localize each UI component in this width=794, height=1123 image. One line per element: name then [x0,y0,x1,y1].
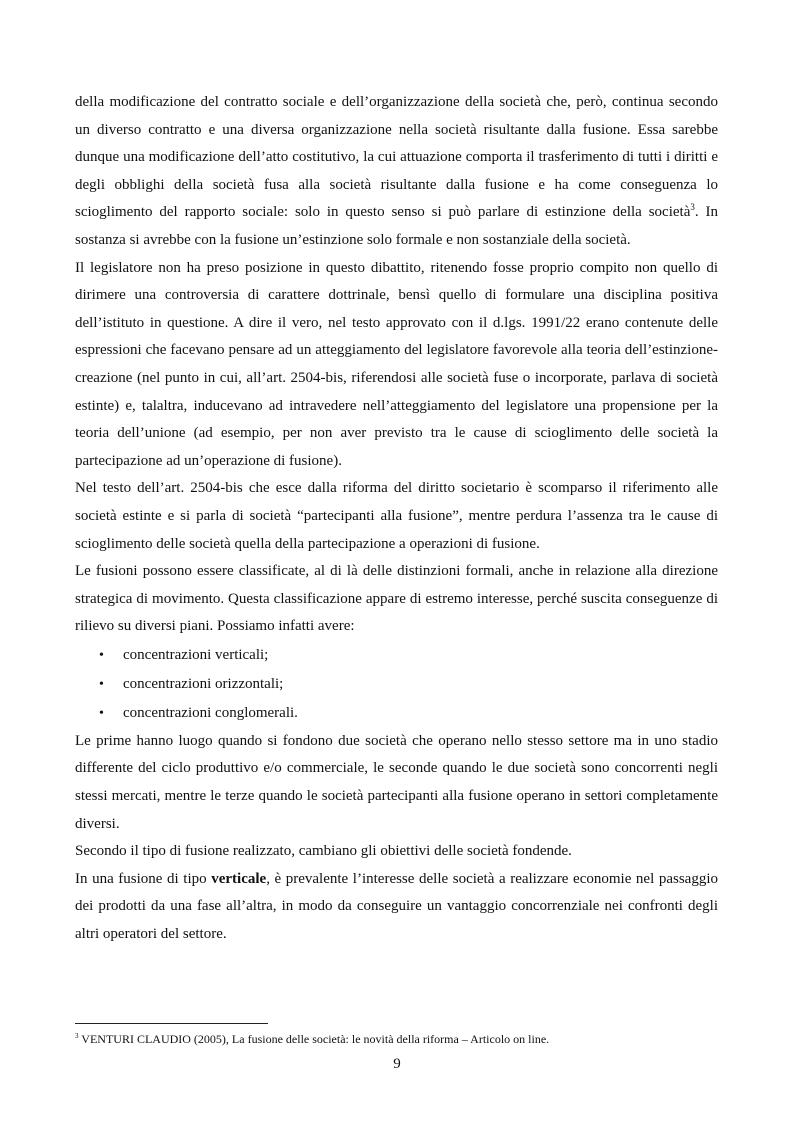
paragraph-1-text-cont: . In sostanza si avrebbe con la fusione un’estinzione solo formale e non sostanziale della società. [75,204,719,248]
bullet-icon: • [99,705,104,721]
paragraph-6: Secondo il tipo di fusione realizzato, cambiano gli obiettivi delle società fondende. [75,843,572,860]
paragraph-1 [75,89,718,255]
emphasis-verticale: verticale [211,870,267,887]
paragraph-2: Il legislatore non ha preso posizione in questo dibattito, ritenendo fosse proprio compito non quello di dirimere una controversia di carattere dottrinale, bensì quello di formulare una disciplina positiva dell’istituto in questione. A dire il vero, nel testo approvato con il d.lgs. 1991/22 erano contenute delle espressioni che facevano pensare ad un atteggiamento del legislatore favorevole alla teoria dell’estinzione-creazione (nel punto in cui, all’art. 2504-bis, riferendosi alle società fuse o incorporate, parlava di società estinte) e, talaltra, inducevano ad intravedere nell’atteggiamento del legislatore una propensione per la teoria dell’unione (ad esempio, per non aver previsto tra le cause di scioglimento delle società la partecipazione ad un’operazione di fusione). [75,259,718,469]
list-item-text: concentrazioni orizzontali; [123,675,284,692]
bullet-icon: • [99,647,104,663]
page-body [75,89,718,949]
paragraph-4: Le fusioni possono essere classificate, al di là delle distinzioni formali, anche in relazione alla direzione strategica di movimento. Questa classificazione appare di estremo interesse, perché suscita conseguenze di rilievo su diversi piani. Possiamo infatti avere: [75,563,718,635]
list-item-text: concentrazioni verticali; [123,646,269,663]
footnote [75,1031,718,1047]
paragraph-5: Le prime hanno luogo quando si fondono due società che operano nello stesso settore ma in uno stadio differente del ciclo produttivo e/o commerciale, le seconde quando le due società sono concorrenti negli stessi mercati, mentre le terze quando le società partecipanti alla fusione operano in settori completamente diversi. [75,732,718,832]
page-number: 9 [393,1056,401,1072]
paragraph-1-text: della modificazione del contratto sociale e dell’organizzazione della società che, però, continua secondo un diverso contratto e una diversa organizzazione nella società risultante dalla fusione. Essa sarebbe dunque una modificazione dell’atto costitutivo, la cui attuazione comporta il trasferimento di tutti i diritti e degli obblighi della società fusa alla società risultante dalla fusione e ha come conseguenza lo scioglimento del rapporto sociale: solo in questo senso si può parlare di estinzione della società [75,94,718,221]
footnote-separator [75,1023,268,1024]
list-item [75,699,718,728]
footnote-number: 3 [75,1032,79,1040]
footnote-reference-3[interactable]: 3 [690,202,695,213]
paragraph-7 [75,866,718,949]
list-item [75,641,718,670]
paragraph-7-text: In una fusione di tipo [75,870,212,887]
paragraph-7-text-cont: , è prevalente l’interesse delle società a realizzare economie nel passaggio dei prodotti da una fase all’altra, in modo da conseguire un vantaggio concorrenziale nei confronti degli altri operatori del settore. [75,870,718,943]
bullet-icon: • [99,676,104,692]
list-item [75,670,718,699]
list-item-text: concentrazioni conglomerali. [123,704,298,721]
bullet-list [75,641,718,728]
paragraph-3: Nel testo dell’art. 2504-bis che esce dalla riforma del diritto societario è scomparso il riferimento alle società estinte e si parla di società “partecipanti alla fusione”, mentre perdura l’assenza tra le cause di scioglimento delle società quella della partecipazione a operazioni di fusione. [75,480,718,552]
footnote-text: VENTURI CLAUDIO (2005), La fusione delle società: le novità della riforma – Articolo on line. [78,1032,550,1046]
